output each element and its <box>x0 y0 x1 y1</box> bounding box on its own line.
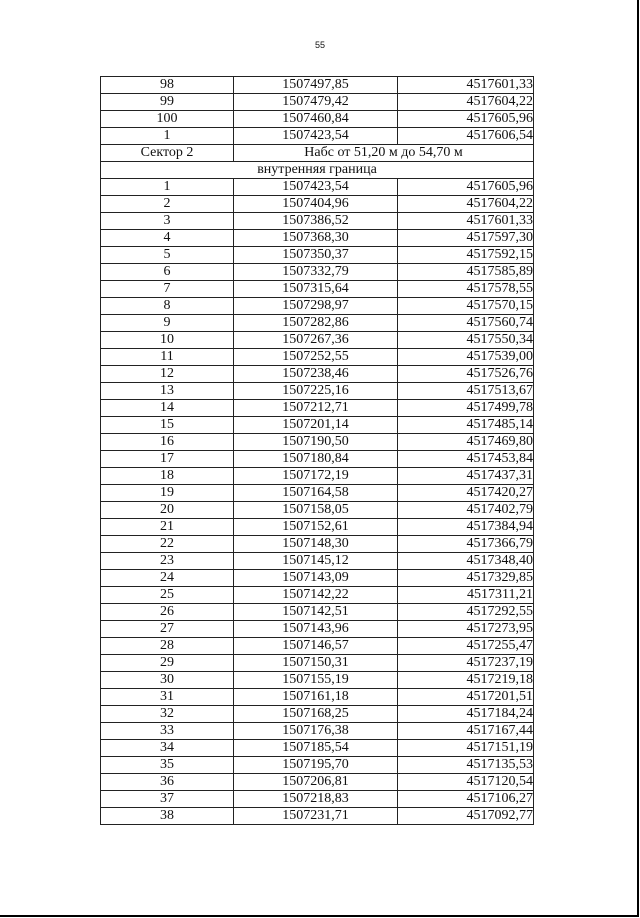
point-number: 31 <box>101 689 234 706</box>
x-coordinate: 1507158,05 <box>234 502 398 519</box>
table-row <box>101 757 534 774</box>
table-row <box>101 264 534 281</box>
y-coordinate: 4517601,33 <box>398 213 534 230</box>
table-row <box>101 672 534 689</box>
table-row <box>101 213 534 230</box>
point-number: 33 <box>101 723 234 740</box>
x-coordinate: 1507404,96 <box>234 196 398 213</box>
table-row <box>101 587 534 604</box>
y-coordinate: 4517499,78 <box>398 400 534 417</box>
boundary-label: внутренняя граница <box>101 162 534 179</box>
y-coordinate: 4517437,31 <box>398 468 534 485</box>
x-coordinate: 1507298,97 <box>234 298 398 315</box>
x-coordinate: 1507460,84 <box>234 111 398 128</box>
x-coordinate: 1507315,64 <box>234 281 398 298</box>
table-row <box>101 281 534 298</box>
top-rows <box>101 77 534 145</box>
table-row <box>101 689 534 706</box>
y-coordinate: 4517592,15 <box>398 247 534 264</box>
point-number: 98 <box>101 77 234 94</box>
table-row <box>101 808 534 825</box>
x-coordinate: 1507238,46 <box>234 366 398 383</box>
x-coordinate: 1507212,71 <box>234 400 398 417</box>
y-coordinate: 4517420,27 <box>398 485 534 502</box>
point-number: 12 <box>101 366 234 383</box>
x-coordinate: 1507185,54 <box>234 740 398 757</box>
x-coordinate: 1507386,52 <box>234 213 398 230</box>
x-coordinate: 1507143,96 <box>234 621 398 638</box>
point-number: 10 <box>101 332 234 349</box>
y-coordinate: 4517348,40 <box>398 553 534 570</box>
x-coordinate: 1507152,61 <box>234 519 398 536</box>
x-coordinate: 1507176,38 <box>234 723 398 740</box>
boundary-rows <box>101 179 534 825</box>
y-coordinate: 4517485,14 <box>398 417 534 434</box>
table-row <box>101 298 534 315</box>
x-coordinate: 1507479,42 <box>234 94 398 111</box>
point-number: 21 <box>101 519 234 536</box>
x-coordinate: 1507190,50 <box>234 434 398 451</box>
sector-header <box>101 145 534 179</box>
x-coordinate: 1507231,71 <box>234 808 398 825</box>
table-row <box>101 519 534 536</box>
point-number: 15 <box>101 417 234 434</box>
point-number: 32 <box>101 706 234 723</box>
point-number: 100 <box>101 111 234 128</box>
table-row <box>101 774 534 791</box>
point-number: 13 <box>101 383 234 400</box>
point-number: 28 <box>101 638 234 655</box>
x-coordinate: 1507161,18 <box>234 689 398 706</box>
x-coordinate: 1507497,85 <box>234 77 398 94</box>
table-row <box>101 553 534 570</box>
table-row <box>101 655 534 672</box>
point-number: 24 <box>101 570 234 587</box>
table-row <box>101 417 534 434</box>
y-coordinate: 4517605,96 <box>398 111 534 128</box>
y-coordinate: 4517151,19 <box>398 740 534 757</box>
y-coordinate: 4517601,33 <box>398 77 534 94</box>
point-number: 27 <box>101 621 234 638</box>
x-coordinate: 1507350,37 <box>234 247 398 264</box>
table-row <box>101 621 534 638</box>
y-coordinate: 4517578,55 <box>398 281 534 298</box>
table-row <box>101 179 534 196</box>
table-row <box>101 383 534 400</box>
table-row <box>101 723 534 740</box>
y-coordinate: 4517604,22 <box>398 196 534 213</box>
x-coordinate: 1507148,30 <box>234 536 398 553</box>
table-row <box>101 434 534 451</box>
point-number: 29 <box>101 655 234 672</box>
point-number: 3 <box>101 213 234 230</box>
point-number: 11 <box>101 349 234 366</box>
x-coordinate: 1507368,30 <box>234 230 398 247</box>
x-coordinate: 1507155,19 <box>234 672 398 689</box>
table-row <box>101 77 534 94</box>
table-row <box>101 332 534 349</box>
point-number: 7 <box>101 281 234 298</box>
table-row <box>101 196 534 213</box>
x-coordinate: 1507225,16 <box>234 383 398 400</box>
table-row <box>101 128 534 145</box>
y-coordinate: 4517539,00 <box>398 349 534 366</box>
y-coordinate: 4517453,84 <box>398 451 534 468</box>
x-coordinate: 1507142,51 <box>234 604 398 621</box>
y-coordinate: 4517513,67 <box>398 383 534 400</box>
point-number: 8 <box>101 298 234 315</box>
table-row <box>101 94 534 111</box>
sector-name: Сектор 2 <box>101 145 234 162</box>
y-coordinate: 4517167,44 <box>398 723 534 740</box>
x-coordinate: 1507282,86 <box>234 315 398 332</box>
point-number: 1 <box>101 179 234 196</box>
y-coordinate: 4517604,22 <box>398 94 534 111</box>
point-number: 99 <box>101 94 234 111</box>
point-number: 25 <box>101 587 234 604</box>
table-row <box>101 111 534 128</box>
point-number: 30 <box>101 672 234 689</box>
point-number: 20 <box>101 502 234 519</box>
point-number: 36 <box>101 774 234 791</box>
y-coordinate: 4517311,21 <box>398 587 534 604</box>
point-number: 4 <box>101 230 234 247</box>
y-coordinate: 4517092,77 <box>398 808 534 825</box>
y-coordinate: 4517570,15 <box>398 298 534 315</box>
x-coordinate: 1507423,54 <box>234 128 398 145</box>
x-coordinate: 1507267,36 <box>234 332 398 349</box>
y-coordinate: 4517120,54 <box>398 774 534 791</box>
point-number: 17 <box>101 451 234 468</box>
point-number: 9 <box>101 315 234 332</box>
table-row <box>101 485 534 502</box>
x-coordinate: 1507206,81 <box>234 774 398 791</box>
table-row <box>101 706 534 723</box>
y-coordinate: 4517255,47 <box>398 638 534 655</box>
y-coordinate: 4517292,55 <box>398 604 534 621</box>
y-coordinate: 4517560,74 <box>398 315 534 332</box>
y-coordinate: 4517184,24 <box>398 706 534 723</box>
table-row <box>101 468 534 485</box>
x-coordinate: 1507332,79 <box>234 264 398 281</box>
y-coordinate: 4517201,51 <box>398 689 534 706</box>
table-row <box>101 366 534 383</box>
point-number: 23 <box>101 553 234 570</box>
x-coordinate: 1507164,58 <box>234 485 398 502</box>
coordinates-table <box>100 76 534 825</box>
page-number: 55 <box>314 40 325 50</box>
x-coordinate: 1507180,84 <box>234 451 398 468</box>
y-coordinate: 4517106,27 <box>398 791 534 808</box>
point-number: 6 <box>101 264 234 281</box>
y-coordinate: 4517597,30 <box>398 230 534 247</box>
table-row <box>101 349 534 366</box>
y-coordinate: 4517550,34 <box>398 332 534 349</box>
x-coordinate: 1507142,22 <box>234 587 398 604</box>
x-coordinate: 1507168,25 <box>234 706 398 723</box>
y-coordinate: 4517402,79 <box>398 502 534 519</box>
x-coordinate: 1507172,19 <box>234 468 398 485</box>
y-coordinate: 4517469,80 <box>398 434 534 451</box>
x-coordinate: 1507145,12 <box>234 553 398 570</box>
point-number: 5 <box>101 247 234 264</box>
point-number: 18 <box>101 468 234 485</box>
y-coordinate: 4517219,18 <box>398 672 534 689</box>
point-number: 35 <box>101 757 234 774</box>
x-coordinate: 1507423,54 <box>234 179 398 196</box>
table-row <box>101 740 534 757</box>
point-number: 26 <box>101 604 234 621</box>
sector-row <box>101 145 534 162</box>
point-number: 16 <box>101 434 234 451</box>
x-coordinate: 1507201,14 <box>234 417 398 434</box>
y-coordinate: 4517366,79 <box>398 536 534 553</box>
y-coordinate: 4517605,96 <box>398 179 534 196</box>
y-coordinate: 4517135,53 <box>398 757 534 774</box>
x-coordinate: 1507150,31 <box>234 655 398 672</box>
point-number: 2 <box>101 196 234 213</box>
table-row <box>101 791 534 808</box>
table-row <box>101 230 534 247</box>
y-coordinate: 4517384,94 <box>398 519 534 536</box>
x-coordinate: 1507143,09 <box>234 570 398 587</box>
point-number: 22 <box>101 536 234 553</box>
point-number: 1 <box>101 128 234 145</box>
y-coordinate: 4517526,76 <box>398 366 534 383</box>
y-coordinate: 4517237,19 <box>398 655 534 672</box>
boundary-row <box>101 162 534 179</box>
sector-elevation: Набс от 51,20 м до 54,70 м <box>234 145 534 162</box>
table-row <box>101 638 534 655</box>
point-number: 38 <box>101 808 234 825</box>
x-coordinate: 1507195,70 <box>234 757 398 774</box>
table-row <box>101 536 534 553</box>
point-number: 14 <box>101 400 234 417</box>
point-number: 34 <box>101 740 234 757</box>
table-row <box>101 570 534 587</box>
x-coordinate: 1507146,57 <box>234 638 398 655</box>
y-coordinate: 4517606,54 <box>398 128 534 145</box>
table-row <box>101 315 534 332</box>
point-number: 37 <box>101 791 234 808</box>
y-coordinate: 4517273,95 <box>398 621 534 638</box>
y-coordinate: 4517329,85 <box>398 570 534 587</box>
table-row <box>101 247 534 264</box>
y-coordinate: 4517585,89 <box>398 264 534 281</box>
table-row <box>101 604 534 621</box>
x-coordinate: 1507252,55 <box>234 349 398 366</box>
table-row <box>101 400 534 417</box>
table-row <box>101 451 534 468</box>
table-row <box>101 502 534 519</box>
point-number: 19 <box>101 485 234 502</box>
x-coordinate: 1507218,83 <box>234 791 398 808</box>
